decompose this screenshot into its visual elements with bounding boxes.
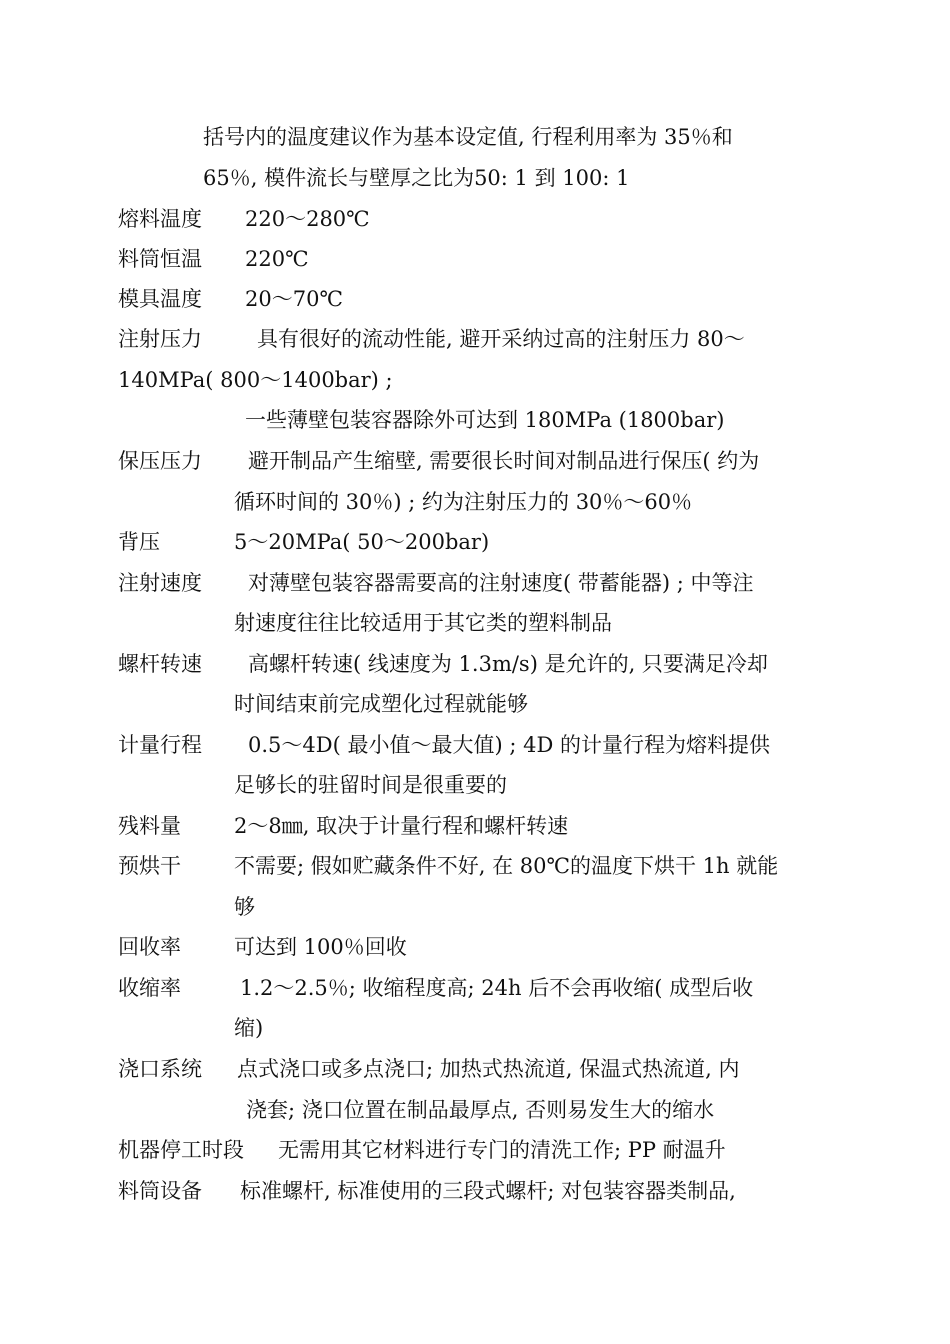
shrinkage-line-1: 1.2～2.5％; 收缩程度高; 24h 后不会再收缩( 成型后收 [240, 976, 754, 1000]
recycling-value: 可达到 100％回收 [234, 935, 407, 959]
holding-pressure-line-2: 循环时间的 30％) ; 约为注射压力的 30％～60％ [234, 490, 693, 514]
barrel-temp-value: 220℃ [245, 247, 309, 271]
barrel-equipment-label: 料筒设备 [118, 1179, 202, 1203]
injection-speed-line-1: 对薄壁包装容器需要高的注射速度( 带蓄能器) ; 中等注 [248, 571, 754, 595]
back-pressure-label: 背压 [118, 530, 160, 554]
screw-speed-label: 螺杆转速 [118, 652, 202, 676]
predrying-line-1: 不需要; 假如贮藏条件不好, 在 80℃的温度下烘干 1h 就能 [234, 854, 779, 878]
mold-temp-label: 模具温度 [118, 287, 202, 311]
injection-pressure-line-2: 140MPa( 800～1400bar) ; [118, 368, 393, 392]
screw-speed-line-1: 高螺杆转速( 线速度为 1.3m/s) 是允许的, 只要满足冷却 [248, 652, 768, 676]
mold-temp-value: 20～70℃ [245, 287, 343, 311]
metering-stroke-line-2: 足够长的驻留时间是很重要的 [234, 773, 507, 797]
cushion-value: 2～8㎜, 取决于计量行程和螺杆转速 [234, 814, 569, 838]
shutdown-value: 无需用其它材料进行专门的清洗工作; PP 耐温升 [278, 1138, 726, 1162]
injection-speed-line-2: 射速度往往比较适用于其它类的塑料制品 [234, 611, 612, 635]
gate-system-label: 浇口系统 [118, 1057, 202, 1081]
gate-system-line-2: 浇套; 浇口位置在制品最厚点, 否则易发生大的缩水 [246, 1098, 715, 1122]
predrying-label: 预烘干 [118, 854, 181, 878]
metering-stroke-label: 计量行程 [118, 733, 202, 757]
melt-temp-value: 220～280℃ [245, 207, 370, 231]
intro-line-1: 括号内的温度建议作为基本设定值, 行程利用率为 35％和 [203, 125, 733, 149]
gate-system-line-1: 点式浇口或多点浇口; 加热式热流道, 保温式热流道, 内 [237, 1057, 740, 1081]
barrel-equipment-value: 标准螺杆, 标准使用的三段式螺杆; 对包装容器类制品, [240, 1179, 736, 1203]
injection-pressure-line-3: 一些薄壁包装容器除外可达到 180MPa (1800bar) [245, 408, 725, 432]
injection-speed-label: 注射速度 [118, 571, 202, 595]
predrying-line-2: 够 [234, 895, 255, 919]
injection-pressure-label: 注射压力 [118, 327, 202, 351]
barrel-temp-label: 料筒恒温 [118, 247, 202, 271]
holding-pressure-line-1: 避开制品产生缩壁, 需要很长时间对制品进行保压( 约为 [248, 449, 760, 473]
recycling-label: 回收率 [118, 935, 181, 959]
melt-temp-label: 熔料温度 [118, 207, 202, 231]
cushion-label: 残料量 [118, 814, 181, 838]
metering-stroke-line-1: 0.5～4D( 最小值～最大值) ; 4D 的计量行程为熔料提供 [248, 733, 770, 757]
intro-line-2: 65％, 模件流长与壁厚之比为50: 1 到 100: 1 [203, 166, 630, 190]
screw-speed-line-2: 时间结束前完成塑化过程就能够 [234, 692, 528, 716]
shrinkage-label: 收缩率 [118, 976, 181, 1000]
holding-pressure-label: 保压压力 [118, 449, 202, 473]
shutdown-label: 机器停工时段 [118, 1138, 244, 1162]
back-pressure-value: 5～20MPa( 50～200bar) [234, 530, 490, 554]
injection-pressure-line-1: 具有很好的流动性能, 避开采纳过高的注射压力 80～ [257, 327, 745, 351]
shrinkage-line-2: 缩) [234, 1016, 264, 1040]
